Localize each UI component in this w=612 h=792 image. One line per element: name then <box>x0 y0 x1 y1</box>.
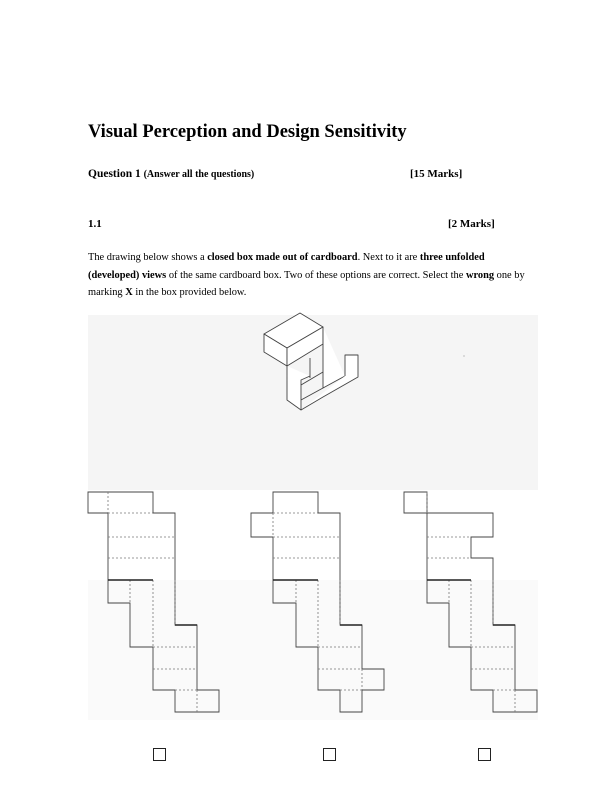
question-text-part: one by marking <box>88 269 525 298</box>
question-text-emphasis: three unfolded (developed) views <box>88 252 485 281</box>
answer-checkbox-2[interactable] <box>323 748 336 761</box>
page-title: Visual Perception and Design Sensitivity <box>88 122 407 142</box>
question-text-part: in the box provided below. <box>132 287 247 298</box>
question-text-emphasis: wrong <box>465 269 495 281</box>
answer-checkbox-3[interactable] <box>478 748 491 761</box>
subquestion-number: 1.1 <box>88 218 102 230</box>
question-label: Question 1 <box>88 168 141 180</box>
figure-background-lower <box>88 580 538 720</box>
question-text-part: The drawing below shows a <box>88 252 208 263</box>
question-text-part: of the same cardboard box. Two of these options are correct. Select the <box>166 269 466 281</box>
speck <box>463 355 464 356</box>
question-text-part: . Next to it are <box>357 252 420 263</box>
question-text-emphasis: X <box>125 287 133 298</box>
answer-checkbox-1[interactable] <box>153 748 166 761</box>
question-marks: [15 Marks] <box>410 168 463 180</box>
question-text-emphasis: closed box made out of cardboard <box>207 252 358 263</box>
question-instruction: (Answer all the questions) <box>143 169 255 180</box>
subquestion-marks: [2 Marks] <box>448 218 495 230</box>
